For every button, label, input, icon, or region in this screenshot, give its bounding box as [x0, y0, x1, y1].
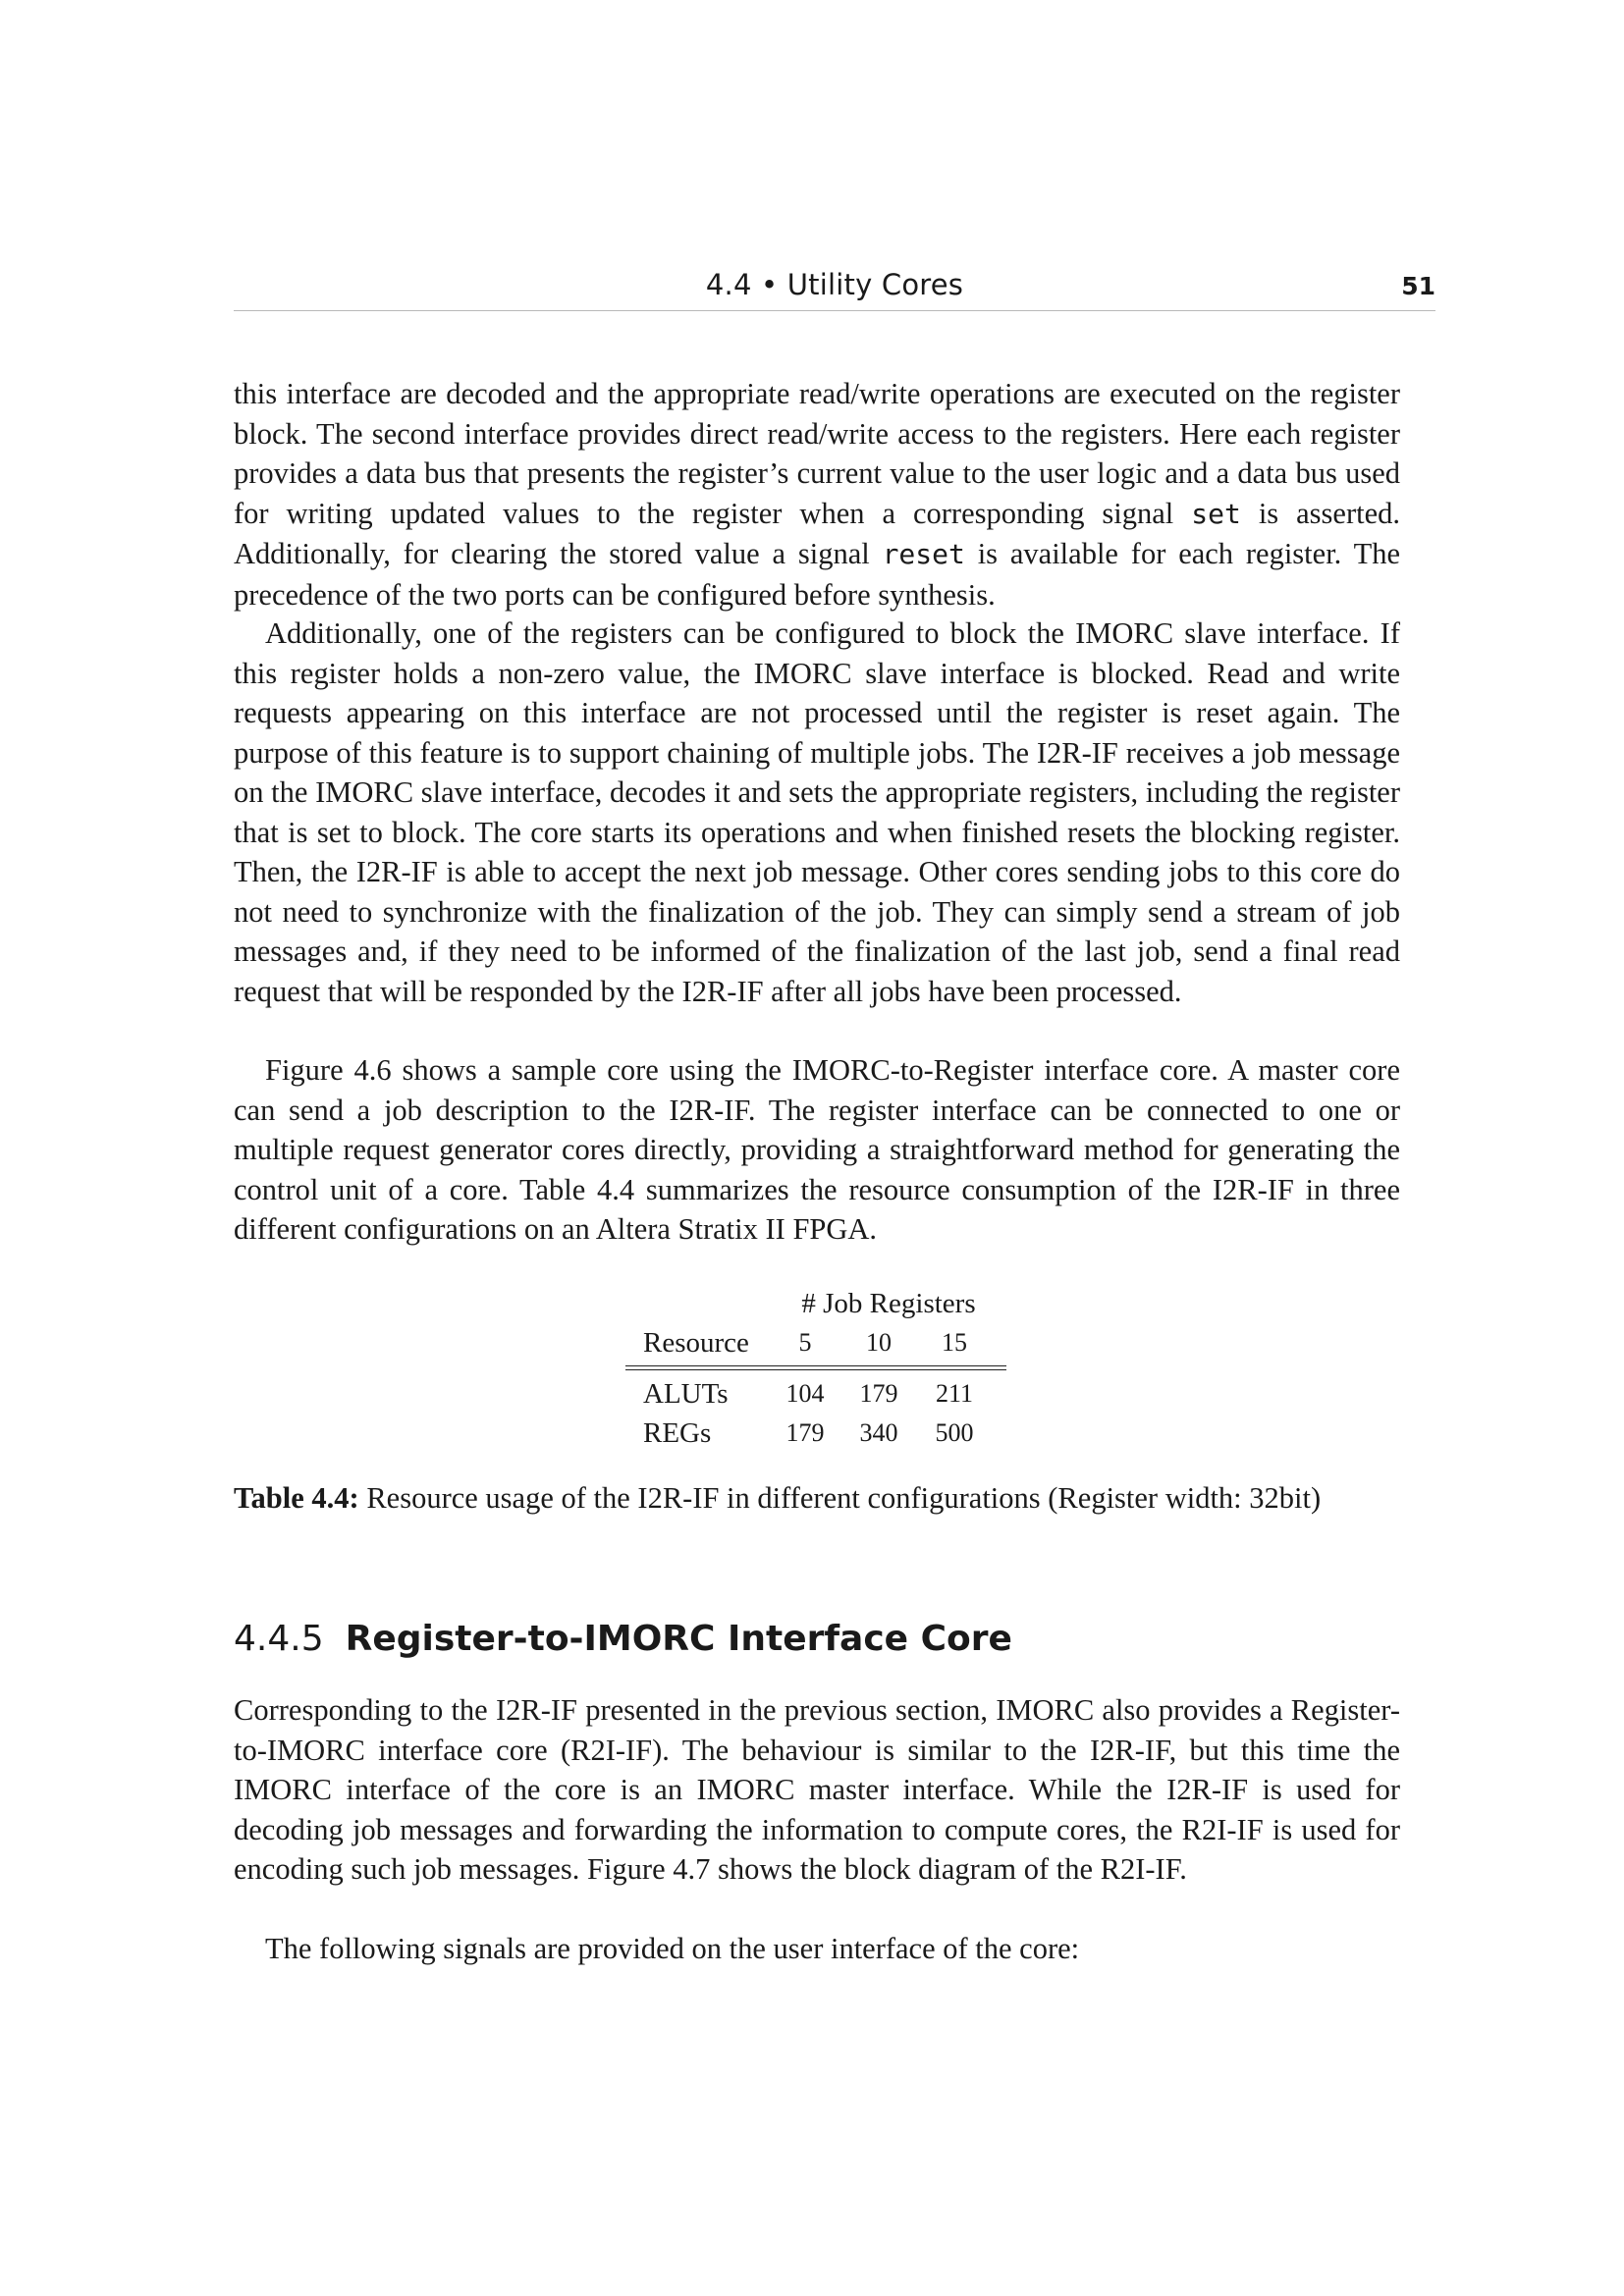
paragraph-1	[234, 374, 1400, 614]
table-cell: 340	[859, 1418, 898, 1447]
code-reset-signal: reset	[882, 538, 965, 570]
table-cell: 211	[935, 1379, 974, 1408]
section-title: Register-to-IMORC Interface Core	[345, 1619, 1012, 1659]
paragraph-1-text-c: is available for each register. The precedence of the two ports can be configured before synthesis.	[234, 537, 1400, 612]
table-cell: 179	[859, 1379, 898, 1408]
paragraph-2: Additionally, one of the registers can be configured to block the IMORC slave interface. If this register holds a non-zero value, the IMORC slave interface is blocked. Read and write requests appearing on this interface are not processed until the register is reset again. The purpose of this feature is to support chaining of multiple jobs. The I2R-IF receives a job message on the IMORC slave interface, decodes it and sets the appropriate registers, including the register that is set to block. The core starts its operations and when finished resets the blocking register. Then, the I2R-IF is able to accept the next job message. Other cores sending jobs to this core do not need to synchronize with the finalization of the job. They can simply send a stream of job messages and, if they need to be informed of the finalization of the last job, send a final read request that will be responded by the I2R-IF after all jobs have been processed.	[234, 616, 1400, 1008]
table-row	[625, 1374, 1006, 1414]
paragraph-4: Corresponding to the I2R-IF presented in the previous section, IMORC also provides a Register-to-IMORC interface core (R2I-IF). The behaviour is similar to the I2R-IF, but this time the IMORC interface of the core is an IMORC master interface. While the I2R-IF is used for decoding job messages and forwarding the information to compute cores, the R2I-IF is used for encoding such job messages. Figure 4.7 shows the block diagram of the R2I-IF.	[234, 1693, 1400, 1886]
paragraph-5: The following signals are provided on the user interface of the core:	[265, 1932, 1080, 1965]
table-caption-text: Resource usage of the I2R-IF in different configurations (Register width: 32bit)	[358, 1481, 1322, 1515]
section-number: 4.4.5	[234, 1619, 324, 1659]
paragraph-1-text-b: is asserted. Additionally, for clearing the stored value a signal	[234, 496, 1400, 570]
table-row	[625, 1414, 1006, 1453]
table-header-row	[625, 1323, 1006, 1362]
table-cell: 500	[935, 1418, 974, 1447]
page-number: 51	[1401, 272, 1435, 300]
table-caption-label: Table 4.4:	[234, 1481, 359, 1515]
running-header	[234, 267, 1435, 311]
table-row-label: ALUTs	[643, 1378, 729, 1410]
header-section-title: 4.4 • Utility Cores	[705, 268, 964, 301]
table-column-header: 15	[942, 1328, 967, 1357]
table-double-rule	[625, 1365, 1006, 1370]
paragraph-1-text-a: this interface are decoded and the appropriate read/write operations are executed on the register block. The second interface provides direct read/write access to the registers. Here each register provides a data bus that presents the register’s current value to the user logic and a data bus used for writing updated values to the register when a corresponding signal	[234, 377, 1400, 530]
table-group-header: # Job Registers	[801, 1288, 976, 1319]
table-cell: 179	[785, 1418, 825, 1447]
paragraph-3: Figure 4.6 shows a sample core using the IMORC-to-Register interface core. A master core can send a job description to the I2R-IF. The register interface can be connected to one or multiple request generator cores directly, providing a straightforward method for generating the control unit of a core. Table 4.4 summarizes the resource consumption of the I2R-IF in three different configurations on an Altera Stratix II FPGA.	[234, 1053, 1400, 1246]
table-column-header: 5	[798, 1328, 812, 1357]
table-group-header-row	[625, 1284, 1006, 1323]
table-cell: 104	[785, 1379, 825, 1408]
table-row-label: REGs	[643, 1417, 712, 1449]
resource-table	[625, 1284, 1006, 1453]
section-heading	[234, 1618, 1012, 1661]
code-set-signal: set	[1191, 497, 1241, 530]
table-caption	[234, 1478, 1412, 1518]
table-column-header: 10	[866, 1328, 892, 1357]
table-row-header: Resource	[643, 1327, 749, 1359]
